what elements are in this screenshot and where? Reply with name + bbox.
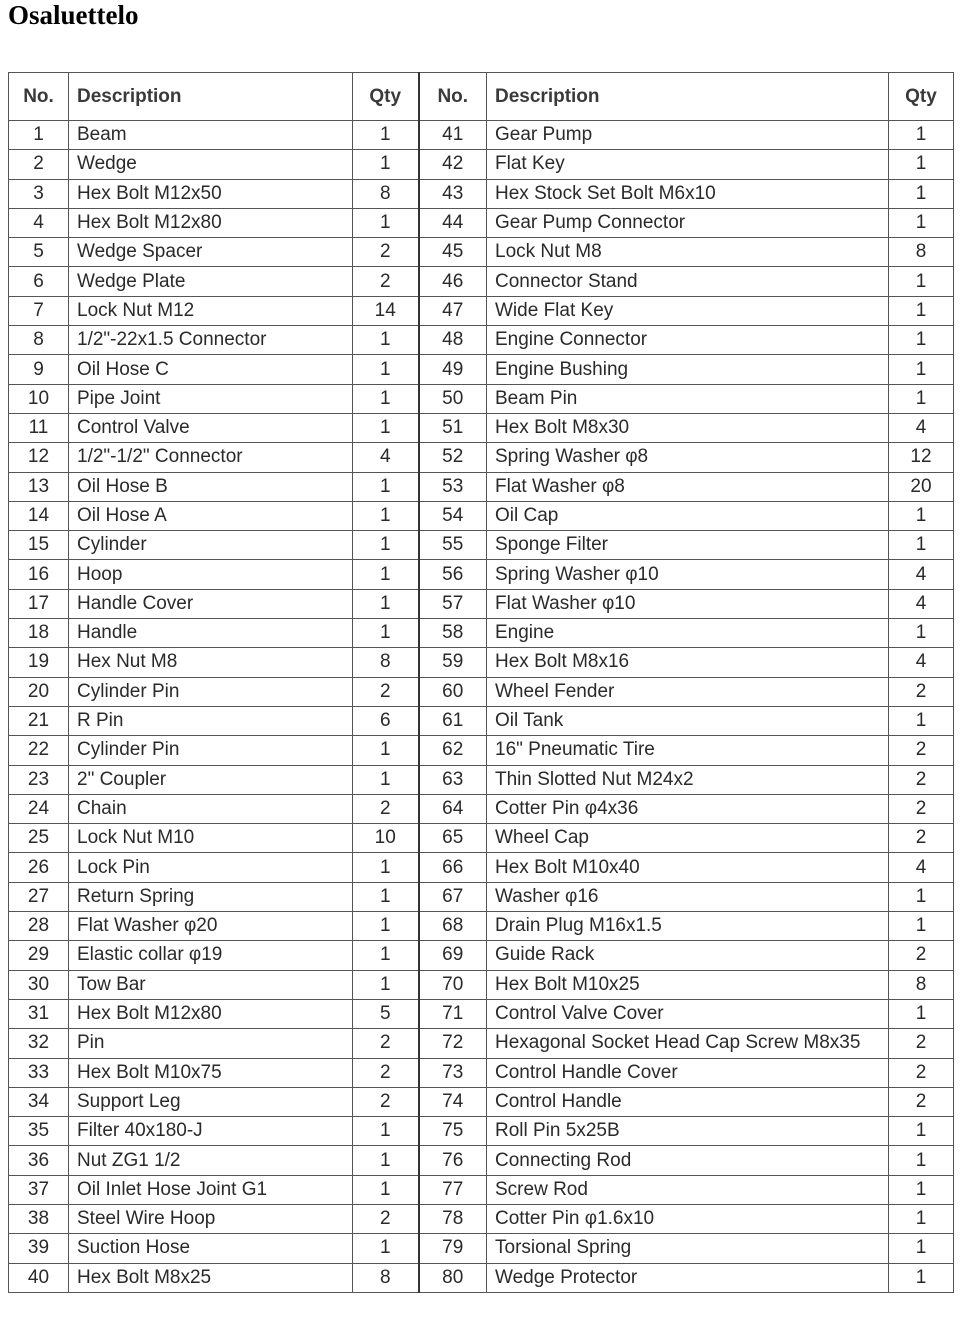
part-quantity-right: 8	[889, 970, 954, 999]
part-quantity-left: 1	[353, 413, 419, 442]
part-quantity-left: 1	[353, 1175, 419, 1204]
part-description-right: Cotter Pin φ4x36	[487, 794, 889, 823]
part-description-right: Spring Washer φ10	[487, 560, 889, 589]
part-quantity-right: 1	[889, 619, 954, 648]
part-quantity-right: 1	[889, 531, 954, 560]
part-quantity-left: 6	[353, 706, 419, 735]
part-quantity-left: 2	[353, 1087, 419, 1116]
part-number-left: 16	[9, 560, 69, 589]
part-number-left: 35	[9, 1117, 69, 1146]
part-number-right: 50	[419, 384, 487, 413]
part-number-right: 69	[419, 941, 487, 970]
part-number-right: 65	[419, 824, 487, 853]
part-number-right: 61	[419, 706, 487, 735]
part-number-left: 36	[9, 1146, 69, 1175]
part-description-right: Guide Rack	[487, 941, 889, 970]
part-number-left: 7	[9, 296, 69, 325]
part-number-right: 72	[419, 1029, 487, 1058]
part-number-right: 66	[419, 853, 487, 882]
part-description-right: Roll Pin 5x25B	[487, 1117, 889, 1146]
part-description-right: Hex Bolt M8x16	[487, 648, 889, 677]
part-number-right: 73	[419, 1058, 487, 1087]
part-description-right: Hex Bolt M8x30	[487, 413, 889, 442]
part-quantity-left: 1	[353, 326, 419, 355]
part-number-right: 76	[419, 1146, 487, 1175]
part-description-left: Wedge Spacer	[69, 238, 353, 267]
part-description-right: Hex Stock Set Bolt M6x10	[487, 179, 889, 208]
part-description-left: Oil Hose B	[69, 472, 353, 501]
part-quantity-right: 1	[889, 208, 954, 237]
part-description-left: Tow Bar	[69, 970, 353, 999]
part-description-right: Screw Rod	[487, 1175, 889, 1204]
part-number-right: 42	[419, 150, 487, 179]
part-description-left: Oil Hose A	[69, 501, 353, 530]
table-row	[9, 1146, 954, 1175]
part-number-right: 58	[419, 619, 487, 648]
part-number-right: 67	[419, 882, 487, 911]
table-row	[9, 296, 954, 325]
part-quantity-right: 1	[889, 706, 954, 735]
part-quantity-right: 12	[889, 443, 954, 472]
part-quantity-right: 2	[889, 1087, 954, 1116]
part-quantity-right: 2	[889, 1058, 954, 1087]
part-number-right: 48	[419, 326, 487, 355]
part-number-left: 18	[9, 619, 69, 648]
part-number-left: 25	[9, 824, 69, 853]
part-quantity-left: 4	[353, 443, 419, 472]
part-quantity-right: 2	[889, 824, 954, 853]
part-number-left: 28	[9, 912, 69, 941]
part-number-right: 64	[419, 794, 487, 823]
part-number-left: 8	[9, 326, 69, 355]
part-description-left: Return Spring	[69, 882, 353, 911]
part-number-left: 21	[9, 706, 69, 735]
part-description-right: Connecting Rod	[487, 1146, 889, 1175]
part-quantity-left: 1	[353, 384, 419, 413]
part-number-right: 71	[419, 999, 487, 1028]
part-quantity-left: 5	[353, 999, 419, 1028]
part-number-left: 15	[9, 531, 69, 560]
part-quantity-left: 1	[353, 589, 419, 618]
part-quantity-right: 4	[889, 648, 954, 677]
table-row	[9, 1234, 954, 1263]
part-number-right: 75	[419, 1117, 487, 1146]
part-number-right: 54	[419, 501, 487, 530]
part-number-right: 46	[419, 267, 487, 296]
part-quantity-right: 1	[889, 999, 954, 1028]
part-number-right: 44	[419, 208, 487, 237]
part-quantity-left: 1	[353, 853, 419, 882]
part-description-left: Elastic collar φ19	[69, 941, 353, 970]
table-row	[9, 355, 954, 384]
part-number-right: 55	[419, 531, 487, 560]
part-description-left: Filter 40x180-J	[69, 1117, 353, 1146]
part-number-left: 5	[9, 238, 69, 267]
part-number-left: 19	[9, 648, 69, 677]
part-quantity-left: 8	[353, 179, 419, 208]
part-quantity-left: 1	[353, 121, 419, 150]
part-description-right: Spring Washer φ8	[487, 443, 889, 472]
part-quantity-right: 4	[889, 560, 954, 589]
part-description-right: Control Valve Cover	[487, 999, 889, 1028]
table-row	[9, 941, 954, 970]
part-description-left: Flat Washer φ20	[69, 912, 353, 941]
part-description-right: Engine	[487, 619, 889, 648]
table-row	[9, 560, 954, 589]
part-quantity-right: 1	[889, 1117, 954, 1146]
table-row	[9, 824, 954, 853]
table-row	[9, 1029, 954, 1058]
part-description-left: Suction Hose	[69, 1234, 353, 1263]
part-description-right: Oil Cap	[487, 501, 889, 530]
part-description-left: Hex Bolt M10x75	[69, 1058, 353, 1087]
part-quantity-right: 2	[889, 794, 954, 823]
table-row	[9, 121, 954, 150]
part-quantity-left: 8	[353, 1263, 419, 1292]
part-description-left: Cylinder Pin	[69, 736, 353, 765]
part-quantity-left: 1	[353, 1117, 419, 1146]
part-description-right: Engine Connector	[487, 326, 889, 355]
part-quantity-left: 10	[353, 824, 419, 853]
part-number-right: 47	[419, 296, 487, 325]
part-description-left: Beam	[69, 121, 353, 150]
part-description-right: Control Handle Cover	[487, 1058, 889, 1087]
part-quantity-right: 2	[889, 1029, 954, 1058]
part-quantity-left: 2	[353, 238, 419, 267]
part-number-left: 22	[9, 736, 69, 765]
part-number-right: 57	[419, 589, 487, 618]
part-number-left: 31	[9, 999, 69, 1028]
part-quantity-right: 1	[889, 296, 954, 325]
part-description-left: Pipe Joint	[69, 384, 353, 413]
part-number-right: 52	[419, 443, 487, 472]
part-quantity-right: 1	[889, 384, 954, 413]
part-number-left: 12	[9, 443, 69, 472]
part-quantity-right: 1	[889, 326, 954, 355]
part-number-right: 43	[419, 179, 487, 208]
part-description-right: Hex Bolt M10x25	[487, 970, 889, 999]
part-description-left: Cylinder	[69, 531, 353, 560]
table-row	[9, 648, 954, 677]
table-row	[9, 1175, 954, 1204]
part-quantity-right: 1	[889, 267, 954, 296]
part-description-left: Steel Wire Hoop	[69, 1204, 353, 1233]
part-description-left: Control Valve	[69, 413, 353, 442]
part-quantity-left: 1	[353, 1234, 419, 1263]
part-description-right: Sponge Filter	[487, 531, 889, 560]
part-number-left: 20	[9, 677, 69, 706]
table-row	[9, 208, 954, 237]
part-number-right: 79	[419, 1234, 487, 1263]
part-quantity-right: 4	[889, 413, 954, 442]
header-qty-left: Qty	[353, 73, 419, 121]
table-row	[9, 794, 954, 823]
part-quantity-left: 1	[353, 355, 419, 384]
part-number-left: 6	[9, 267, 69, 296]
table-row	[9, 1204, 954, 1233]
part-quantity-left: 1	[353, 1146, 419, 1175]
part-description-right: Engine Bushing	[487, 355, 889, 384]
table-row	[9, 413, 954, 442]
part-number-left: 37	[9, 1175, 69, 1204]
part-number-left: 11	[9, 413, 69, 442]
part-quantity-right: 1	[889, 1204, 954, 1233]
part-quantity-left: 1	[353, 619, 419, 648]
part-description-left: R Pin	[69, 706, 353, 735]
part-number-left: 3	[9, 179, 69, 208]
part-description-right: Gear Pump Connector	[487, 208, 889, 237]
table-row	[9, 501, 954, 530]
header-no-left: No.	[9, 73, 69, 121]
part-description-right: Flat Washer φ8	[487, 472, 889, 501]
part-description-left: Oil Inlet Hose Joint G1	[69, 1175, 353, 1204]
part-quantity-right: 1	[889, 355, 954, 384]
table-row	[9, 326, 954, 355]
part-number-left: 32	[9, 1029, 69, 1058]
part-description-left: Hex Bolt M12x50	[69, 179, 353, 208]
part-description-right: Beam Pin	[487, 384, 889, 413]
part-number-left: 30	[9, 970, 69, 999]
part-description-left: Oil Hose C	[69, 355, 353, 384]
part-description-left: Wedge	[69, 150, 353, 179]
part-quantity-left: 1	[353, 472, 419, 501]
part-quantity-right: 2	[889, 765, 954, 794]
part-number-right: 45	[419, 238, 487, 267]
part-description-left: Hex Bolt M12x80	[69, 999, 353, 1028]
part-description-left: Wedge Plate	[69, 267, 353, 296]
part-quantity-right: 8	[889, 238, 954, 267]
part-description-right: Drain Plug M16x1.5	[487, 912, 889, 941]
part-number-right: 70	[419, 970, 487, 999]
header-description-left: Description	[69, 73, 353, 121]
part-quantity-left: 8	[353, 648, 419, 677]
part-description-right: Control Handle	[487, 1087, 889, 1116]
part-quantity-right: 1	[889, 1146, 954, 1175]
table-row	[9, 765, 954, 794]
part-number-left: 29	[9, 941, 69, 970]
part-description-left: Lock Nut M12	[69, 296, 353, 325]
parts-table	[8, 72, 954, 1293]
part-quantity-left: 2	[353, 794, 419, 823]
part-description-left: Hex Bolt M8x25	[69, 1263, 353, 1292]
part-description-right: Torsional Spring	[487, 1234, 889, 1263]
table-row	[9, 999, 954, 1028]
part-description-right: Wheel Fender	[487, 677, 889, 706]
part-number-left: 2	[9, 150, 69, 179]
part-number-left: 10	[9, 384, 69, 413]
part-description-left: Support Leg	[69, 1087, 353, 1116]
part-number-right: 41	[419, 121, 487, 150]
part-description-right: Wide Flat Key	[487, 296, 889, 325]
part-description-right: Wedge Protector	[487, 1263, 889, 1292]
part-number-left: 26	[9, 853, 69, 882]
part-number-left: 23	[9, 765, 69, 794]
part-description-left: Lock Pin	[69, 853, 353, 882]
table-row	[9, 384, 954, 413]
part-number-left: 13	[9, 472, 69, 501]
page-title: Osaluettelo	[8, 0, 139, 30]
part-description-right: Wheel Cap	[487, 824, 889, 853]
table-row	[9, 238, 954, 267]
part-description-right: Hex Bolt M10x40	[487, 853, 889, 882]
part-quantity-right: 1	[889, 1175, 954, 1204]
part-description-right: Flat Key	[487, 150, 889, 179]
table-row	[9, 706, 954, 735]
part-number-right: 60	[419, 677, 487, 706]
part-quantity-right: 1	[889, 150, 954, 179]
part-number-right: 78	[419, 1204, 487, 1233]
part-number-left: 38	[9, 1204, 69, 1233]
part-description-left: Cylinder Pin	[69, 677, 353, 706]
header-no-right: No.	[419, 73, 487, 121]
table-row	[9, 736, 954, 765]
table-row	[9, 179, 954, 208]
part-description-right: Lock Nut M8	[487, 238, 889, 267]
part-number-right: 59	[419, 648, 487, 677]
part-description-left: Hoop	[69, 560, 353, 589]
table-row	[9, 912, 954, 941]
part-description-right: Flat Washer φ10	[487, 589, 889, 618]
header-qty-right: Qty	[889, 73, 954, 121]
table-row	[9, 853, 954, 882]
part-description-left: 1/2"-1/2" Connector	[69, 443, 353, 472]
part-quantity-right: 1	[889, 882, 954, 911]
part-quantity-right: 2	[889, 736, 954, 765]
parts-table-body	[9, 121, 954, 1293]
part-description-left: Handle	[69, 619, 353, 648]
part-quantity-right: 1	[889, 501, 954, 530]
part-quantity-left: 1	[353, 941, 419, 970]
header-description-right: Description	[487, 73, 889, 121]
part-number-left: 27	[9, 882, 69, 911]
part-number-right: 74	[419, 1087, 487, 1116]
part-quantity-right: 20	[889, 472, 954, 501]
table-row	[9, 1263, 954, 1292]
part-number-right: 68	[419, 912, 487, 941]
part-description-right: Oil Tank	[487, 706, 889, 735]
part-number-left: 24	[9, 794, 69, 823]
table-row	[9, 1058, 954, 1087]
part-quantity-left: 1	[353, 912, 419, 941]
part-number-right: 80	[419, 1263, 487, 1292]
part-quantity-left: 1	[353, 736, 419, 765]
part-description-left: Pin	[69, 1029, 353, 1058]
part-quantity-left: 2	[353, 267, 419, 296]
part-description-left: Hex Nut M8	[69, 648, 353, 677]
table-row	[9, 531, 954, 560]
part-quantity-left: 1	[353, 882, 419, 911]
part-quantity-left: 1	[353, 970, 419, 999]
part-number-right: 53	[419, 472, 487, 501]
part-description-left: 2" Coupler	[69, 765, 353, 794]
part-number-left: 17	[9, 589, 69, 618]
part-quantity-left: 1	[353, 501, 419, 530]
part-quantity-left: 1	[353, 560, 419, 589]
part-quantity-left: 2	[353, 1058, 419, 1087]
part-description-right: Washer φ16	[487, 882, 889, 911]
part-quantity-left: 1	[353, 150, 419, 179]
part-quantity-right: 1	[889, 179, 954, 208]
part-description-left: 1/2"-22x1.5 Connector	[69, 326, 353, 355]
part-number-left: 34	[9, 1087, 69, 1116]
table-row	[9, 472, 954, 501]
part-number-left: 39	[9, 1234, 69, 1263]
part-description-left: Lock Nut M10	[69, 824, 353, 853]
part-description-right: Connector Stand	[487, 267, 889, 296]
part-quantity-left: 1	[353, 208, 419, 237]
part-quantity-left: 2	[353, 677, 419, 706]
part-description-right: Hexagonal Socket Head Cap Screw M8x35	[487, 1029, 889, 1058]
part-quantity-right: 2	[889, 941, 954, 970]
table-row	[9, 267, 954, 296]
part-number-right: 49	[419, 355, 487, 384]
part-quantity-right: 1	[889, 1263, 954, 1292]
part-quantity-right: 4	[889, 589, 954, 618]
part-number-right: 51	[419, 413, 487, 442]
table-row	[9, 970, 954, 999]
part-description-left: Hex Bolt M12x80	[69, 208, 353, 237]
part-quantity-right: 4	[889, 853, 954, 882]
table-row	[9, 1087, 954, 1116]
part-quantity-right: 2	[889, 677, 954, 706]
part-number-left: 40	[9, 1263, 69, 1292]
part-number-right: 56	[419, 560, 487, 589]
part-description-left: Handle Cover	[69, 589, 353, 618]
part-description-right: 16" Pneumatic Tire	[487, 736, 889, 765]
part-quantity-right: 1	[889, 121, 954, 150]
part-quantity-right: 1	[889, 1234, 954, 1263]
table-row	[9, 882, 954, 911]
part-description-right: Cotter Pin φ1.6x10	[487, 1204, 889, 1233]
table-row	[9, 677, 954, 706]
part-number-left: 1	[9, 121, 69, 150]
table-row	[9, 619, 954, 648]
part-quantity-left: 1	[353, 765, 419, 794]
part-description-right: Gear Pump	[487, 121, 889, 150]
part-description-left: Chain	[69, 794, 353, 823]
table-row	[9, 443, 954, 472]
table-row	[9, 589, 954, 618]
part-number-left: 9	[9, 355, 69, 384]
part-quantity-left: 1	[353, 531, 419, 560]
part-number-right: 77	[419, 1175, 487, 1204]
part-quantity-left: 14	[353, 296, 419, 325]
table-row	[9, 1117, 954, 1146]
part-number-left: 4	[9, 208, 69, 237]
part-number-right: 63	[419, 765, 487, 794]
part-number-left: 33	[9, 1058, 69, 1087]
table-row	[9, 150, 954, 179]
part-number-left: 14	[9, 501, 69, 530]
table-header-row	[9, 73, 954, 121]
part-description-left: Nut ZG1 1/2	[69, 1146, 353, 1175]
part-description-right: Thin Slotted Nut M24x2	[487, 765, 889, 794]
part-quantity-left: 2	[353, 1204, 419, 1233]
part-number-right: 62	[419, 736, 487, 765]
part-quantity-right: 1	[889, 912, 954, 941]
part-quantity-left: 2	[353, 1029, 419, 1058]
